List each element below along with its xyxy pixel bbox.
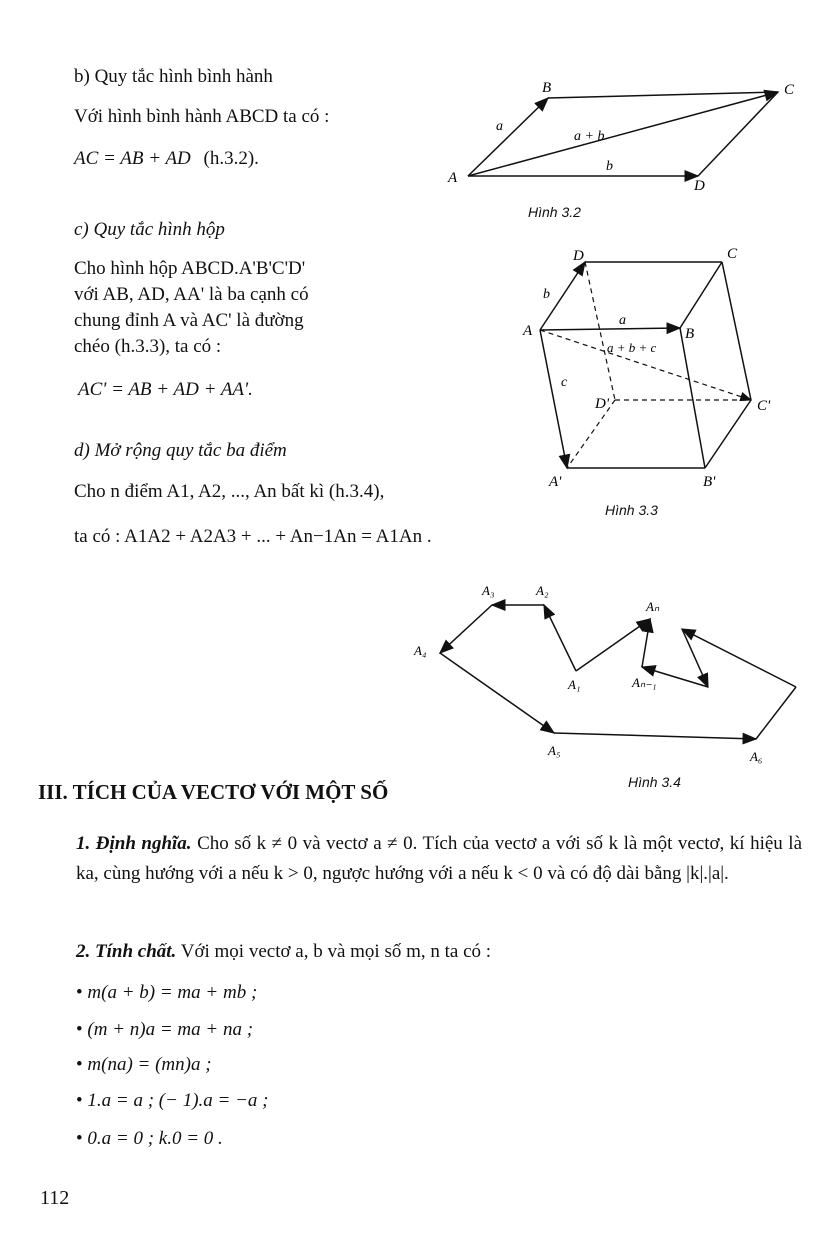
label-vec-sum-3d: a + b + c bbox=[607, 340, 657, 355]
section-c-line-4: chéo (h.3.3), ta có : bbox=[74, 336, 222, 357]
vector-a6-next bbox=[756, 687, 796, 739]
figure-3-2-caption: Hình 3.2 bbox=[528, 204, 581, 220]
section-c-line-2: với AB, AD, AA' là ba cạnh có bbox=[74, 284, 309, 305]
property-text: 0.a = 0 ; k.0 = 0 . bbox=[87, 1128, 223, 1149]
label-d: D bbox=[694, 178, 705, 194]
figure-3-4-caption: Hình 3.4 bbox=[628, 774, 681, 790]
label-vec-c-3d: c bbox=[561, 375, 568, 390]
section-b-title bbox=[74, 66, 273, 89]
figure-3-4 bbox=[408, 575, 818, 775]
label-vec-a-3d: a bbox=[619, 313, 626, 328]
page-number: 112 bbox=[40, 1187, 70, 1209]
label-a4: A₄ bbox=[414, 643, 427, 658]
property-item: • (m + n)a = ma + na ; bbox=[76, 1019, 254, 1040]
box-formula: AC' = AB + AD + AA'. bbox=[78, 379, 253, 400]
section-b-intro: Với hình bình hành ABCD ta có : bbox=[74, 106, 330, 127]
label-d-prime: D' bbox=[595, 396, 610, 412]
property-item: • 0.a = 0 ; k.0 = 0 . bbox=[76, 1128, 223, 1149]
vector-ab-3d bbox=[540, 328, 680, 330]
label-a3: A₃ bbox=[482, 583, 495, 598]
edge-bc-3d bbox=[680, 262, 722, 328]
label-vec-b: b bbox=[606, 159, 613, 174]
label-b-prime: B' bbox=[703, 474, 716, 490]
definition-label: 1. Định nghĩa. bbox=[76, 833, 192, 854]
section-d-line-2: ta có : A1A2 + A2A3 + ... + An−1An = A1An . bbox=[74, 526, 432, 547]
label-a: A bbox=[448, 170, 458, 186]
vector-towards-an bbox=[682, 629, 796, 687]
label-c-3d: C bbox=[727, 246, 738, 262]
figure-3-2 bbox=[440, 70, 820, 200]
vector-a4a5 bbox=[440, 653, 554, 733]
property-text: m(a + b) = ma + mb ; bbox=[87, 982, 258, 1003]
vector-to-an-1-side bbox=[682, 629, 708, 687]
property-text: 1.a = a ; (− 1).a = −a ; bbox=[87, 1090, 269, 1111]
label-c: C bbox=[784, 82, 795, 98]
properties-label: 2. Tính chất. bbox=[76, 941, 177, 962]
label-a6: A₆ bbox=[750, 749, 763, 764]
edge-bc-bottom bbox=[705, 400, 751, 468]
label-vec-b-3d: b bbox=[543, 287, 550, 302]
section-c-line-3: chung đỉnh A và AC' là đường bbox=[74, 310, 304, 331]
figure-3-3-caption: Hình 3.3 bbox=[605, 502, 658, 518]
vector-aa-3d bbox=[540, 330, 567, 468]
label-c-prime: C' bbox=[757, 398, 771, 414]
section-d-title: d) Mở rộng quy tắc ba điểm bbox=[74, 440, 287, 461]
label-b: B bbox=[542, 80, 552, 96]
edge-dd-hidden bbox=[585, 262, 615, 400]
property-item: • 1.a = a ; (− 1).a = −a ; bbox=[76, 1090, 269, 1111]
parallelogram-formula-ref: (h.3.2). bbox=[203, 148, 259, 169]
label-a5: A₅ bbox=[548, 743, 561, 758]
label-vec-a: a bbox=[496, 119, 503, 134]
label-b-3d: B bbox=[685, 326, 695, 342]
section-d-line-1: Cho n điểm A1, A2, ..., An bất kì (h.3.4), bbox=[74, 481, 385, 502]
figure-3-3 bbox=[515, 240, 785, 500]
label-a2: A₂ bbox=[536, 583, 549, 598]
property-text: (m + n)a = ma + na ; bbox=[87, 1019, 254, 1040]
vector-a1a2 bbox=[544, 605, 576, 671]
properties-text: Với mọi vectơ a, b và mọi số m, n ta có : bbox=[180, 941, 492, 962]
definition-paragraph bbox=[76, 829, 802, 889]
label-a-3d: A bbox=[523, 323, 533, 339]
label-d-3d: D bbox=[573, 248, 584, 264]
label-an: Aₙ bbox=[646, 599, 660, 614]
section-c-line-1: Cho hình hộp ABCD.A'B'C'D' bbox=[74, 258, 306, 279]
parallelogram-formula-text: AC = AB + AD bbox=[74, 148, 191, 169]
label-a1: A₁ bbox=[568, 677, 581, 692]
edge-bc bbox=[548, 92, 778, 98]
property-item: • m(a + b) = ma + mb ; bbox=[76, 982, 258, 1003]
edge-bb-3d bbox=[680, 328, 705, 468]
section-3-heading: III. TÍCH CỦA VECTƠ VỚI MỘT SỐ bbox=[38, 780, 389, 804]
parallelogram-formula bbox=[74, 148, 259, 171]
property-text: m(na) = (mn)a ; bbox=[87, 1054, 212, 1075]
vector-a1an bbox=[576, 619, 650, 671]
section-c-title: c) Quy tắc hình hộp bbox=[74, 219, 225, 240]
property-item: • m(na) = (mn)a ; bbox=[76, 1054, 212, 1075]
label-vec-a-plus-b: a + b bbox=[574, 129, 605, 144]
edge-dc bbox=[698, 92, 778, 176]
vector-a5a6 bbox=[554, 733, 756, 739]
vector-ac bbox=[468, 92, 778, 176]
vector-a3a4 bbox=[440, 605, 492, 653]
vector-ab bbox=[468, 98, 548, 176]
label-an-1: Aₙ₋₁ bbox=[632, 675, 657, 690]
edge-cc-3d bbox=[722, 262, 751, 400]
vector-an-1-an bbox=[642, 619, 650, 667]
label-a-prime: A' bbox=[549, 474, 562, 490]
definition-text: Cho số k ≠ 0 và vectơ a ≠ 0. Tích của vectơ a với số k là một vectơ, kí hiệu là ka, cùng hướng với a nếu k > 0, ngược hướng với a nếu k < 0 và có độ dài bằng |k|.|a|. bbox=[76, 833, 803, 884]
properties-intro bbox=[76, 937, 802, 967]
section-b-title-text: b) Quy tắc hình bình hành bbox=[74, 66, 273, 87]
